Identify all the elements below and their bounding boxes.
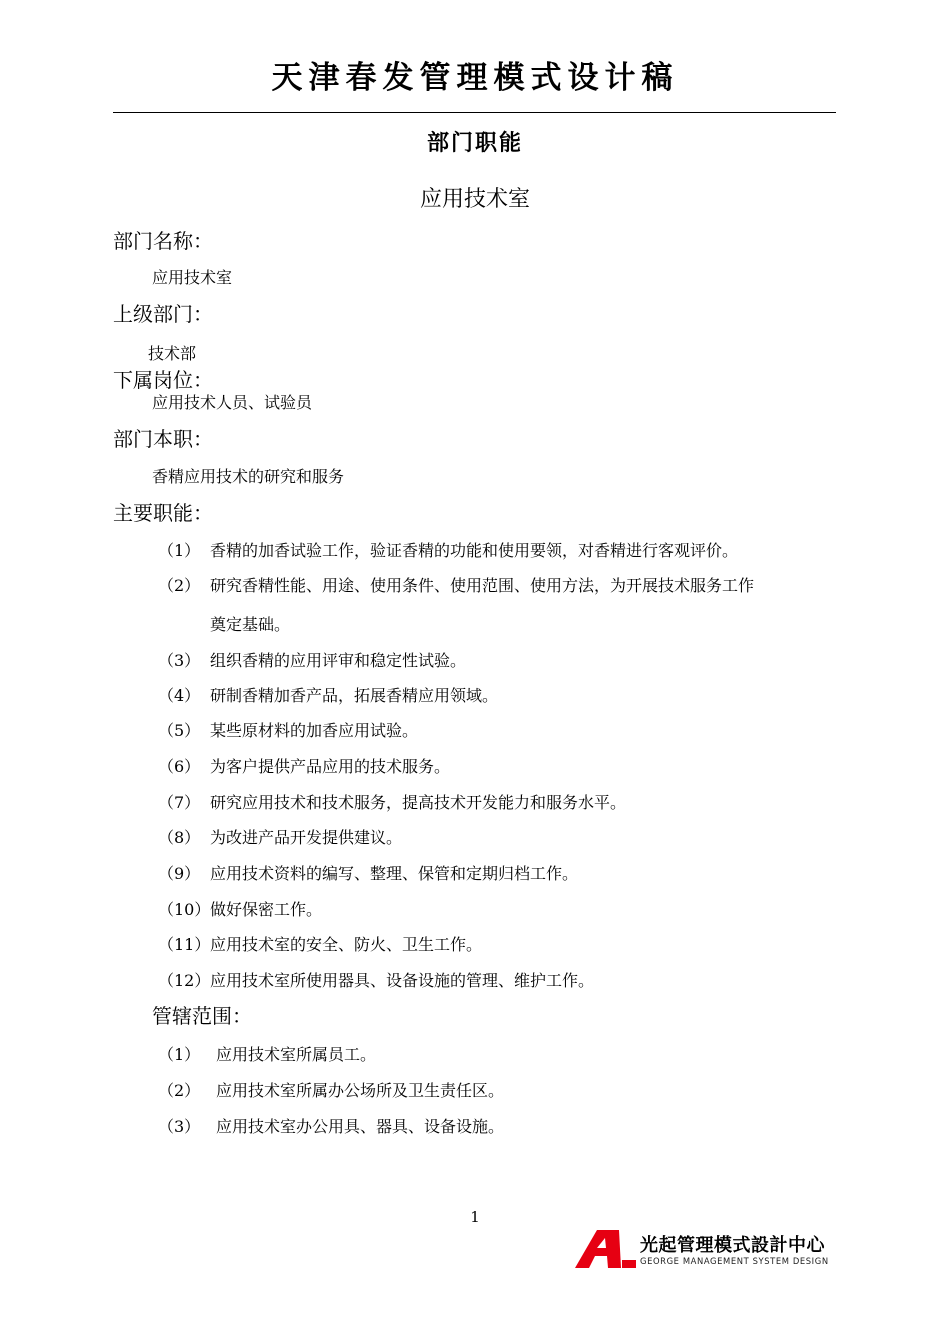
function-item-continuation: 奠定基础。 [210, 615, 291, 634]
document-title: 天津春发管理模式设计稿 [271, 60, 679, 96]
function-item: （9） 应用技术资料的编写、整理、保管和定期归档工作。 [158, 864, 579, 883]
parent-dept-label: 上级部门： [113, 302, 213, 326]
page-number: 1 [470, 1208, 480, 1226]
duty-label: 部门本职： [113, 427, 213, 451]
scope-label: 管辖范围： [152, 1004, 252, 1028]
function-item: （10）做好保密工作。 [158, 900, 323, 919]
scope-item: （3） 应用技术室办公用具、器具、设备设施。 [158, 1117, 505, 1136]
function-item: （8） 为改进产品开发提供建议。 [158, 828, 403, 847]
logo-text-en: GEORGE MANAGEMENT SYSTEM DESIGN [640, 1256, 829, 1266]
parent-dept-value: 技术部 [148, 344, 197, 363]
logo-text-cn: 光起管理模式設計中心 [640, 1235, 825, 1256]
function-item: （12）应用技术室所使用器具、设备设施的管理、维护工作。 [158, 971, 595, 990]
scope-item: （2） 应用技术室所属办公场所及卫生责任区。 [158, 1081, 505, 1100]
function-item: （2） 研究香精性能、用途、使用条件、使用范围、使用方法，为开展技术服务工作 [158, 576, 755, 595]
function-item: （5） 某些原材料的加香应用试验。 [158, 721, 419, 740]
header-divider [113, 112, 836, 113]
function-item: （4） 研制香精加香产品，拓展香精应用领域。 [158, 686, 499, 705]
function-item: （11）应用技术室的安全、防火、卫生工作。 [158, 935, 483, 954]
function-item: （1） 香精的加香试验工作，验证香精的功能和使用要领，对香精进行客观评价。 [158, 541, 739, 560]
subordinate-value: 应用技术人员、试验员 [152, 393, 313, 412]
duty-value: 香精应用技术的研究和服务 [152, 467, 345, 486]
functions-label: 主要职能： [113, 501, 213, 525]
function-item: （3） 组织香精的应用评审和稳定性试验。 [158, 651, 467, 670]
dept-name-label: 部门名称： [113, 229, 213, 253]
function-item: （6） 为客户提供产品应用的技术服务。 [158, 757, 451, 776]
subordinate-label: 下属岗位： [113, 368, 213, 392]
scope-item: （1） 应用技术室所属员工。 [158, 1045, 377, 1064]
department-title: 应用技术室 [419, 187, 530, 212]
function-item: （7） 研究应用技术和技术服务，提高技术开发能力和服务水平。 [158, 793, 627, 812]
dept-name-value: 应用技术室 [152, 268, 233, 287]
section-title: 部门职能 [426, 130, 523, 156]
logo-mark-icon [575, 1228, 637, 1270]
